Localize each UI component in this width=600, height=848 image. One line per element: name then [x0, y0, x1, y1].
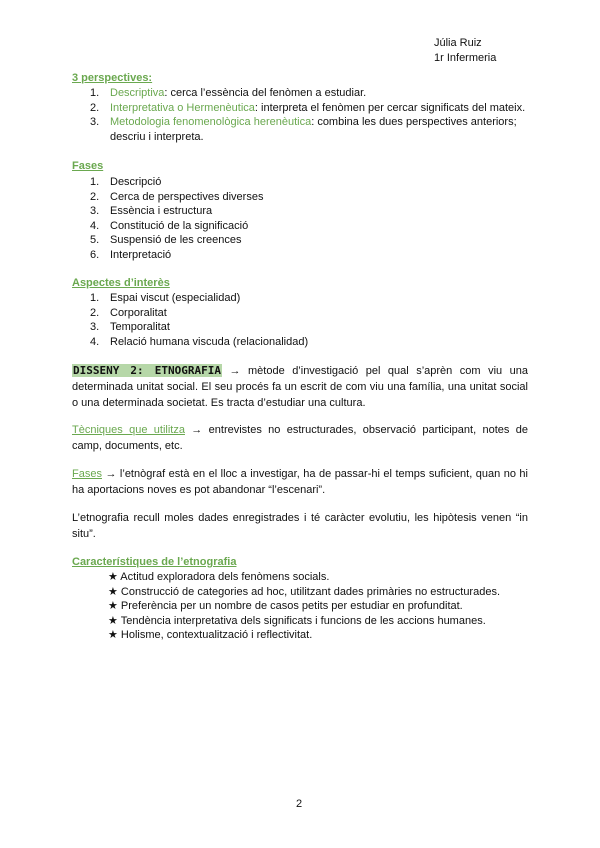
- list-item: [90, 204, 263, 219]
- list-item: ★ Actitud exploradora dels fenòmens socials.: [108, 571, 330, 583]
- disseny2-text: → mètode d’investigació pel qual s’aprèn com viu una determinada unitat social. El seu procés fa un escrit de com viu una família, una unitat social o una determinada societat. Es tracta d’estudiar una cultura.: [72, 365, 529, 409]
- item-text: : combina les dues perspectives anteriors;: [311, 116, 517, 129]
- item-text: : cerca l’essència del fenòmen a estudiar.: [164, 87, 367, 99]
- author-block: [434, 36, 496, 66]
- item-text: Interpretació: [110, 248, 172, 261]
- aspectes-list: [90, 291, 308, 349]
- item-number: 1.: [90, 87, 100, 99]
- caracteristiques-list: [108, 570, 500, 643]
- tecniques-text: → entrevistes no estructurades, observació participant, notes de camp, documents, etc.: [72, 424, 528, 452]
- item-text: Descripció: [110, 176, 162, 188]
- item-text: Relació humana viscuda (relacionalidad): [110, 335, 309, 348]
- author-name: Júlia Ruiz: [434, 37, 482, 49]
- list-item: [90, 219, 263, 234]
- item-text: Constitució de la significació: [110, 219, 249, 232]
- tecniques-paragraph: [72, 422, 528, 454]
- disseny2-paragraph: [72, 363, 528, 411]
- list-item: [90, 190, 263, 205]
- list-item: [90, 306, 308, 321]
- item-number: 2.: [90, 101, 100, 114]
- fases2-title: Fases: [72, 468, 102, 480]
- etnografia-paragraph: L’etnografia recull moles dades enregistrades i té caràcter evolutiu, les hipòtesis venen “in situ”.: [72, 512, 528, 540]
- list-item: [90, 291, 308, 306]
- disseny2-tag: DISSENY 2: ETNOGRAFIA: [73, 364, 221, 377]
- page-number: 2: [296, 798, 303, 810]
- item-number: 1.: [90, 292, 100, 304]
- item-number: 6.: [90, 248, 100, 261]
- item-term: Descriptiva: [110, 87, 165, 99]
- item-number: 3.: [90, 321, 100, 334]
- item-text: Cerca de perspectives diverses: [110, 190, 264, 203]
- list-item: ★ Tendència interpretativa dels significats i funcions de les accions humanes.: [108, 614, 486, 627]
- item-text: descriu i interpreta.: [110, 130, 204, 143]
- perspectives-title: 3 perspectives:: [72, 72, 153, 84]
- list-item: ★ Construcció de categories ad hoc, utilitzant dades primàries no estructurades.: [108, 585, 501, 598]
- item-text: : interpreta el fenòmen per cercar significats del mateix.: [254, 101, 526, 114]
- course-label: 1r Infermeria: [434, 52, 497, 64]
- item-number: 4.: [90, 335, 100, 348]
- item-text: Corporalitat: [110, 306, 167, 319]
- item-text: Essència i estructura: [110, 205, 213, 218]
- fases-title: Fases: [72, 160, 104, 172]
- list-item: [90, 101, 525, 116]
- item-number: 4.: [90, 219, 100, 232]
- list-item: ★ Holisme, contextualització i reflectivitat.: [108, 629, 313, 641]
- item-number: 3.: [90, 116, 100, 129]
- list-item: [90, 248, 263, 263]
- list-item-continuation: [90, 130, 525, 145]
- item-number: 1.: [90, 176, 100, 188]
- item-number: 2.: [90, 306, 100, 319]
- item-number: 5.: [90, 234, 100, 247]
- list-item: ★ Preferència per un nombre de casos petits per estudiar en profunditat.: [108, 600, 463, 612]
- list-item: [90, 233, 263, 248]
- fases2-text: → l’etnògraf està en el lloc a investigar, ha de passar-hi el temps suficient, quan no hi ha aportacions noves es pot abandonar “l’escenari”.: [72, 468, 528, 496]
- aspectes-title: Aspectes d’interès: [72, 277, 170, 289]
- item-term: Interpretativa o Hermenèutica: [110, 101, 255, 114]
- tecniques-title: Tècniques que utilitza: [72, 424, 185, 436]
- fases2-paragraph: [72, 466, 528, 498]
- list-item: [90, 86, 525, 101]
- item-number: 3.: [90, 205, 100, 218]
- fases-list: [90, 175, 263, 263]
- item-text: Espai viscut (especialidad): [110, 292, 241, 304]
- item-text: Temporalitat: [110, 321, 170, 334]
- perspectives-list: [90, 86, 525, 144]
- list-item: [90, 175, 263, 190]
- item-text: Suspensió de les creences: [110, 234, 242, 247]
- list-item: [90, 335, 308, 350]
- list-item: [90, 320, 308, 335]
- list-item: [90, 115, 525, 130]
- item-term: Metodologia fenomenològica herenèutica: [110, 116, 312, 129]
- caracteristiques-title: Característiques de l’etnografia: [72, 556, 237, 568]
- item-number: 2.: [90, 190, 100, 203]
